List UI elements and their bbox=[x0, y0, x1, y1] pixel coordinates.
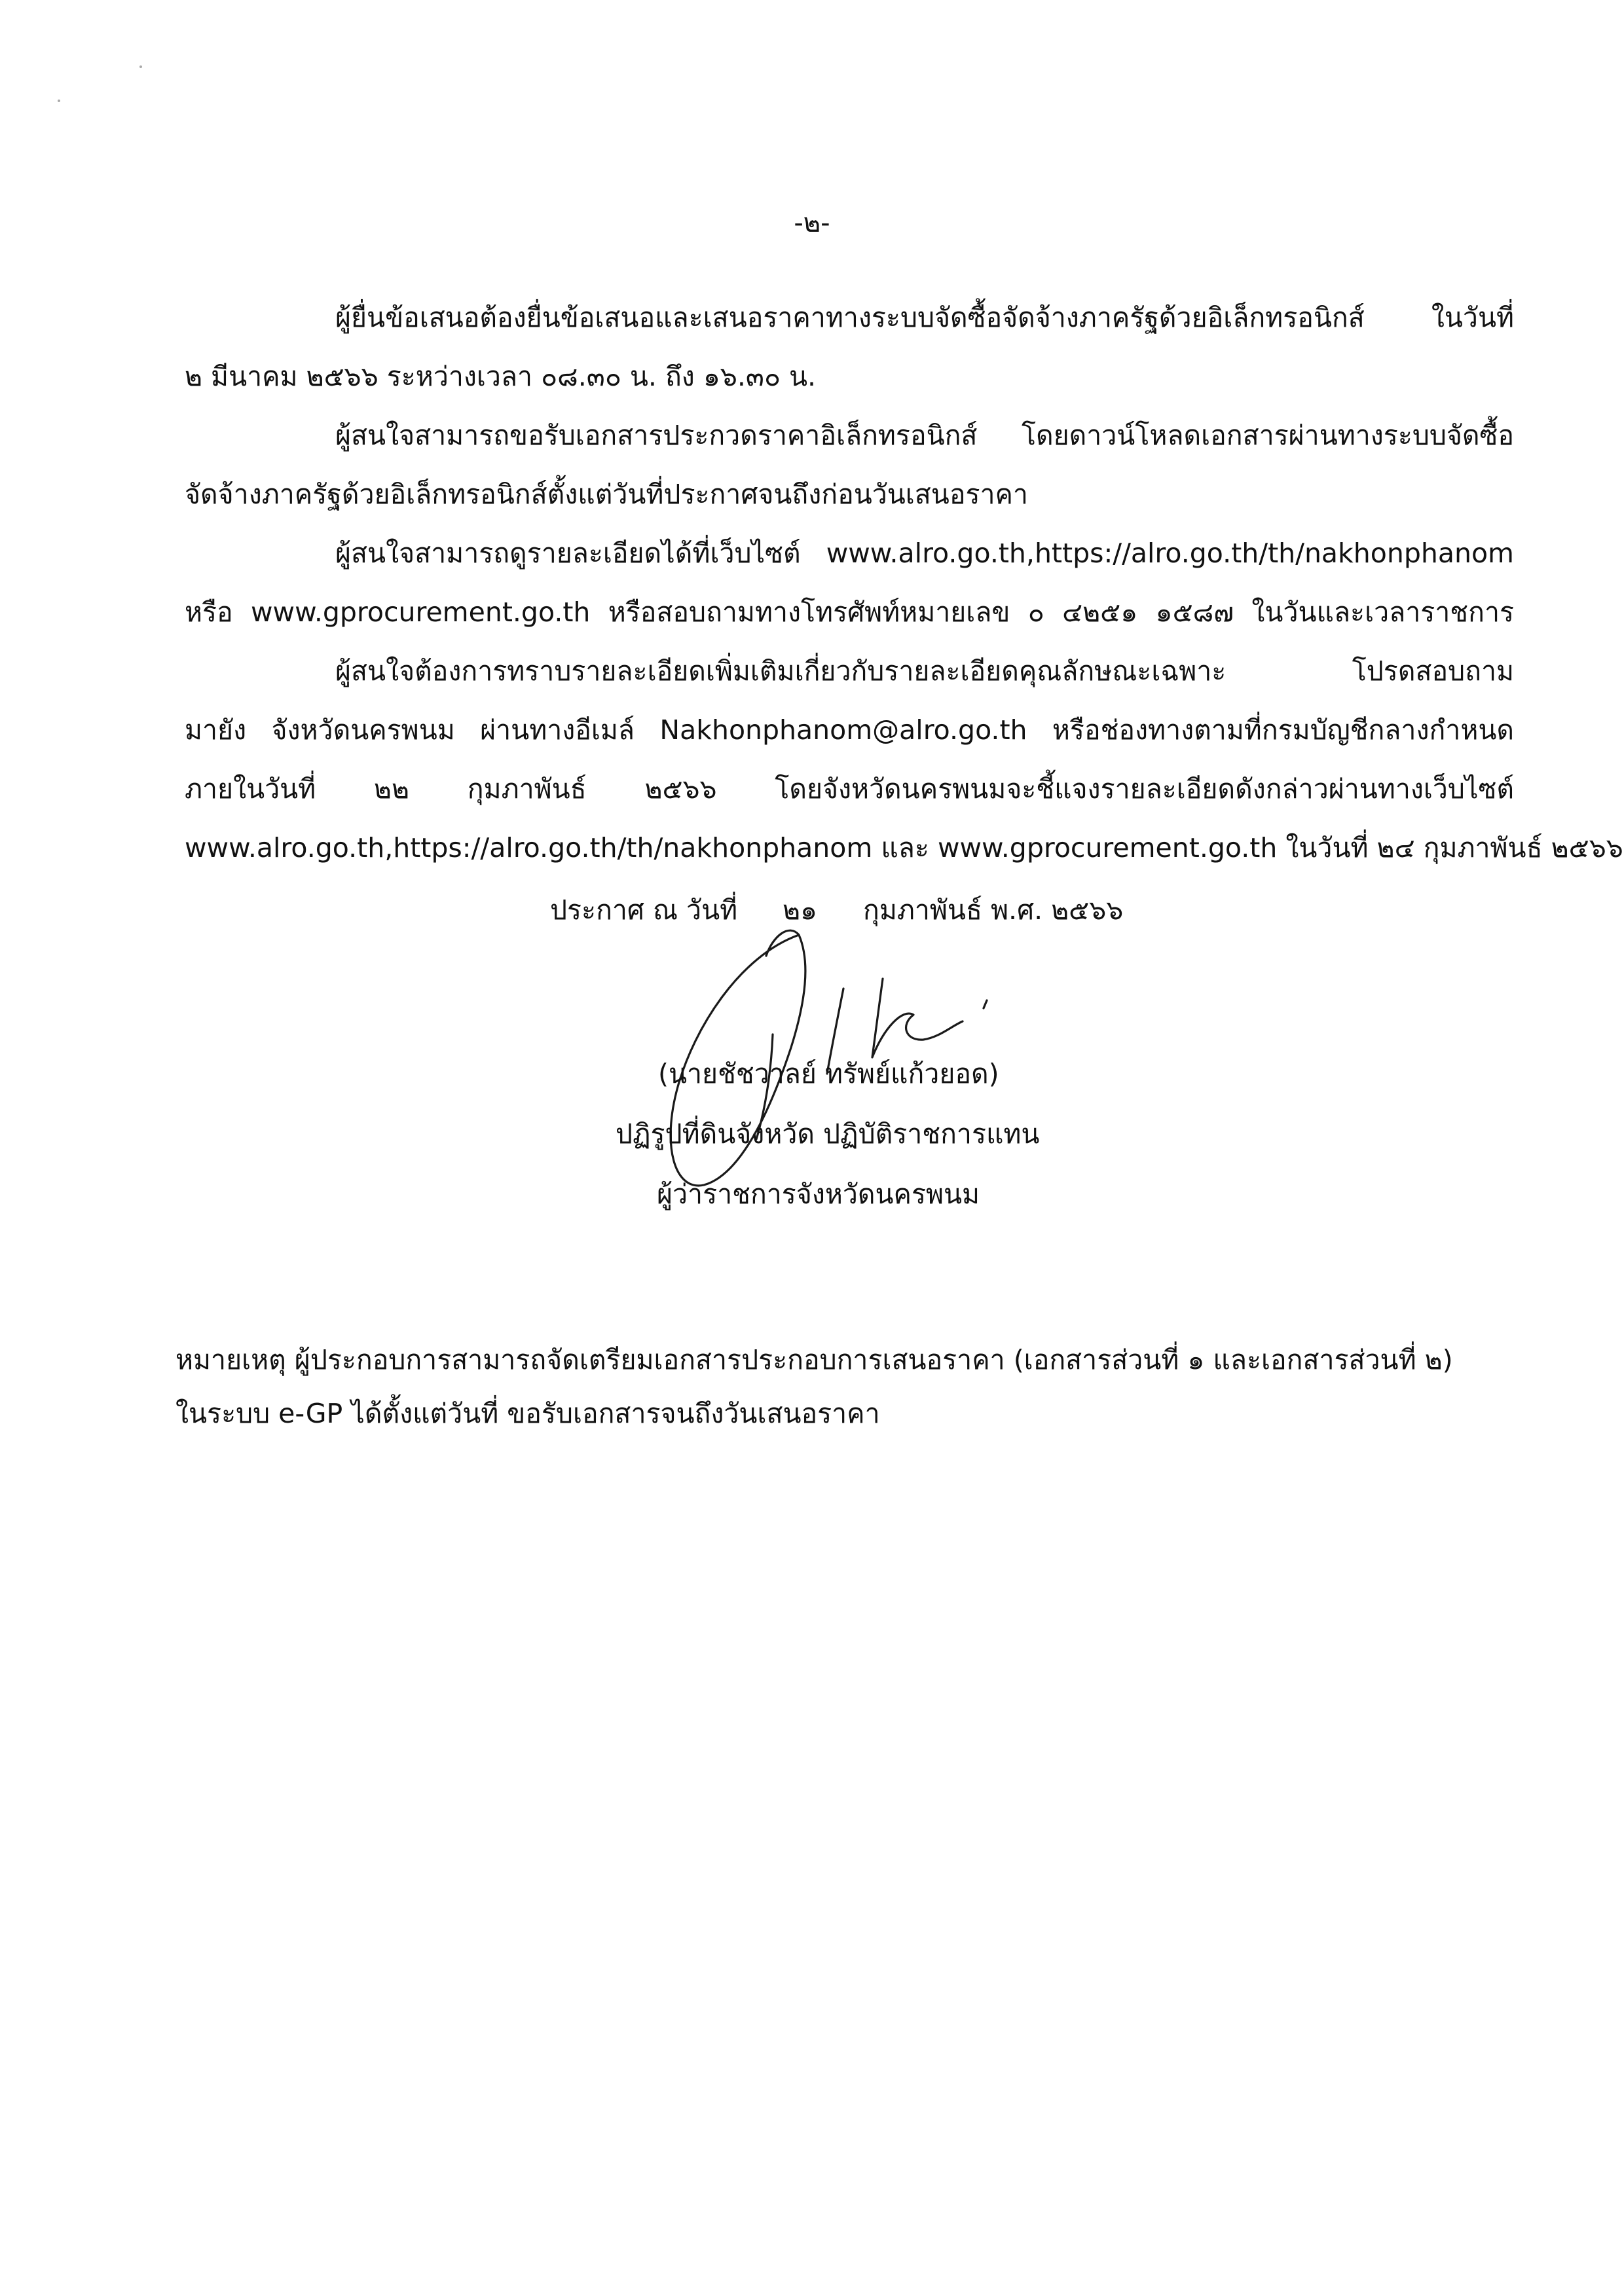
paragraph-3-line-1: ผู้สนใจสามารถดูรายละเอียดได้ที่เว็บไซต์ www.alro.go.th,https://alro.go.th/th/nakhonphanom bbox=[335, 538, 1514, 569]
note-section bbox=[175, 1333, 1524, 1440]
body-text bbox=[185, 288, 1623, 877]
note-line-2: ในระบบ e-GP ได้ตั้งแต่วันที่ ขอรับเอกสารจนถึงวันเสนอราคา bbox=[175, 1398, 880, 1429]
announcement-month-year: กุมภาพันธ์ พ.ศ. ๒๕๖๖ bbox=[863, 894, 1124, 926]
paragraph-4-line-2: มายัง จังหวัดนครพนม ผ่านทางอีเมล์ Nakhonphanom@alro.go.th หรือช่องทางตามที่กรมบัญชีกลางกำหนด bbox=[185, 714, 1514, 746]
scan-speck bbox=[58, 100, 60, 102]
paragraph-1-line-2: ๒ มีนาคม ๒๕๖๖ ระหว่างเวลา ๐๘.๓๐ น. ถึง ๑๖.๓๐ น. bbox=[185, 361, 817, 392]
page-number: -๒- bbox=[794, 208, 830, 238]
paragraph-4-line-3: ภายในวันที่ ๒๒ กุมภาพันธ์ ๒๕๖๖ โดยจังหวัดนครพนมจะชี้แจงรายละเอียดดังกล่าวผ่านทางเว็บไซต์ bbox=[185, 773, 1514, 805]
announcement-day: ๒๑ bbox=[783, 894, 818, 926]
scan-speck bbox=[139, 65, 142, 68]
paragraph-2-line-1: ผู้สนใจสามารถขอรับเอกสารประกวดราคาอิเล็กทรอนิกส์ โดยดาวน์โหลดเอกสารผ่านทางระบบจัดซื้อ bbox=[335, 420, 1514, 451]
signatory-position-2: ผู้ว่าราชการจังหวัดนครพนม bbox=[657, 1178, 980, 1210]
announcement-prefix: ประกาศ ณ วันที่ bbox=[550, 894, 738, 926]
paragraph-2-line-2: จัดจ้างภาครัฐด้วยอิเล็กทรอนิกส์ตั้งแต่วันที่ประกาศจนถึงก่อนวันเสนอราคา bbox=[185, 479, 1028, 510]
paragraph-1-line-1: ผู้ยื่นข้อเสนอต้องยื่นข้อเสนอและเสนอราคาทางระบบจัดซื้อจัดจ้างภาครัฐด้วยอิเล็กทรอนิกส์ ในวันที่ bbox=[335, 302, 1514, 333]
paragraph-3-line-2: หรือ www.gprocurement.go.th หรือสอบถามทางโทรศัพท์หมายเลข ๐ ๔๒๕๑ ๑๕๘๗ ในวันและเวลาราชการ bbox=[185, 596, 1514, 628]
note-line-1: หมายเหตุ ผู้ประกอบการสามารถจัดเตรียมเอกสารประกอบการเสนอราคา (เอกสารส่วนที่ ๑ และเอกสารส่วนที่ ๒) bbox=[175, 1344, 1453, 1376]
paragraph-4-line-4: www.alro.go.th,https://alro.go.th/th/nakhonphanom และ www.gprocurement.go.th ในวันที่ ๒๔ กุมภาพันธ์ ๒๕๖๖ bbox=[185, 832, 1623, 864]
signatory-position-1: ปฏิรูปที่ดินจังหวัด ปฏิบัติราชการแทน bbox=[616, 1118, 1040, 1150]
paragraph-4-line-1: ผู้สนใจต้องการทราบรายละเอียดเพิ่มเติมเกี่ยวกับรายละเอียดคุณลักษณะเฉพาะ โปรดสอบถาม bbox=[335, 655, 1514, 687]
signatory-name: (นายชัชวาลย์ ทรัพย์แก้วยอด) bbox=[658, 1058, 999, 1089]
